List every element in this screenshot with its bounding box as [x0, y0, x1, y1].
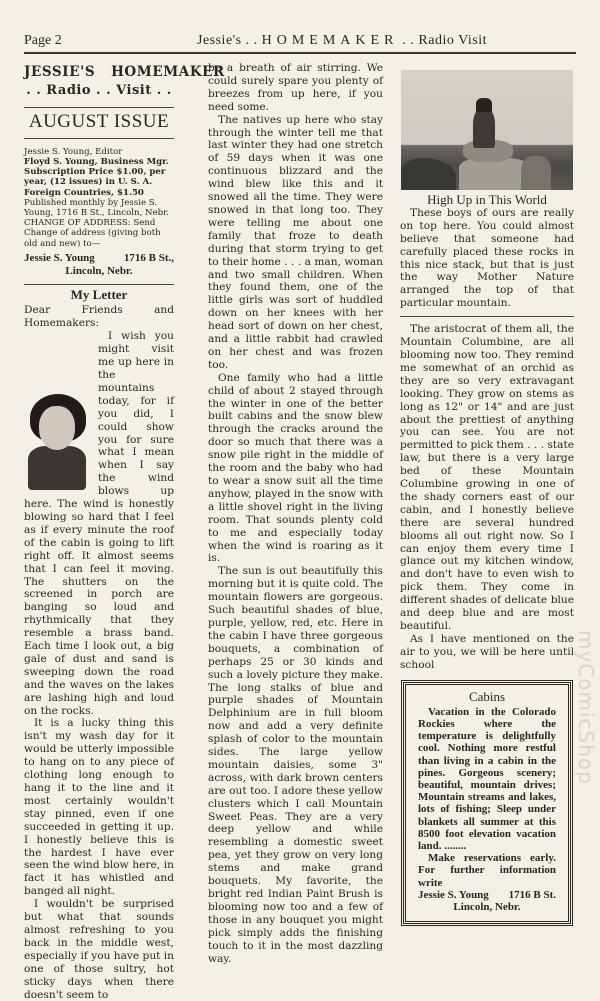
cabins-ad [403, 682, 571, 925]
photo-caption: These boys of ours are really on top here. You could almost believe that someone had carefully placed these rocks in this nice stack, but that is just the way Mother Nature arranged the top of that particular mountain. [400, 206, 574, 310]
staff-line: Floyd S. Young, Business Mgr. [24, 156, 169, 167]
column-3 [400, 62, 574, 924]
letter-paragraph-7: The aristocrat of them all, the Mountain Columbine, are all blooming now too. They remind me somewhat of an orchid as they are so very extravagant looking. They grow on stems as long as 12" or 14" and are just about the prettiest of anything you can see. You are not permitted to pick them . . . state law, but there is a very large bed of these Mountain Columbine growing in one of the shady corners east of our cabin, and I honestly believe there are several hundred blooms all out right now. So I can enjoy them every time I glance out my kitchen window, and don't have to even wish to pick them. They come in different shades of delicate blue and deep blue and are most beautiful. [400, 323, 574, 632]
letter-paragraph-3: I wouldn't be surprised but what that sounds almost refreshing to you back in the middle west, especially if you have put in one of those sultry, hot sticky days when there doesn't seem to [24, 898, 174, 1001]
photo-caption-title: High Up in This World [427, 192, 547, 207]
address-name: Jessie S. Young [24, 251, 95, 264]
ad-address [418, 889, 556, 901]
ad-body: Vacation in the Colorado Rockies where the temperature is delightfully cool. Nothing more restful than living in a cabin in the pines. Gorgeous scenery; beautiful, mountain drives; Mountain streams and lakes, lots of fishing; Sleep under blankets all summer at this 8500 foot elevation vacation land. ........ [418, 705, 556, 853]
divider [400, 316, 574, 317]
ad-title: Cabins [468, 688, 506, 704]
running-header [24, 30, 576, 54]
rock-shape [459, 158, 529, 190]
ad-city: Lincoln, Nebr. [453, 901, 521, 914]
salutation: Dear Friends and Homemakers: [24, 304, 174, 330]
letter-paragraph-2: It is a lucky thing this isn't my wash day for it would be utterly impossible to hang on to any piece of clothing long enough to hang it to the line and it most certainly wouldn't stay pinned, even if one succeeded in getting it up. I honestly believe this is the hardest I have ever seen the wind blow here, in fact it has whistled and banged all night. [24, 717, 174, 898]
rock-shape [521, 156, 551, 190]
divider [24, 284, 174, 285]
staff-line: Subscription Price $1.00, per year, (12 issues) in U. S. A. [24, 167, 166, 188]
letter-title: My Letter [70, 286, 128, 302]
title-caps: HOMEMAKER [261, 33, 399, 48]
divider [24, 107, 174, 108]
column-2 [208, 62, 383, 965]
address-city: Lincoln, Nebr. [65, 264, 133, 277]
mountain-photo [401, 70, 573, 190]
trees-shape [401, 158, 456, 190]
column-1 [24, 62, 225, 1001]
staff-line: Foreign Countries, $1.50 [24, 187, 144, 198]
page-number: Page 2 [24, 33, 62, 48]
watermark: myComicShop [574, 630, 598, 785]
staff-box [24, 147, 174, 249]
staff-line: CHANGE OF ADDRESS: Send Change of address (giving both old and new) to— [24, 218, 161, 249]
letter-paragraph-8: As I have mentioned on the air to you, we will be here until school [400, 632, 574, 671]
letter-paragraph-5: One family who had a little child of about 2 stayed through the winter in one of the better built cabins and the snow blew through the cracks around the door so much that there was a snow pile right in the middle of the room and the baby who had to wear a snow suit all the time anyhow, played in the snow with a little shovel right in the living room. That sounds plenty cold to me and especially today when the wind is roaring as it is. [208, 371, 383, 565]
issue-title: AUGUST ISSUE [28, 110, 170, 132]
address-line [24, 252, 174, 265]
publication-title [197, 33, 487, 49]
title-prefix: Jessie's . . [197, 33, 262, 48]
shoulders-shape [28, 446, 86, 490]
people-shape [476, 98, 492, 112]
masthead-title: JESSIE'S HOMEMAKER [24, 64, 225, 80]
ad-street: 1716 B St. [508, 888, 556, 901]
address-street: 1716 B St., [123, 251, 174, 264]
divider [24, 138, 174, 139]
staff-line: Jessie S. Young, Editor [24, 146, 123, 157]
masthead-subtitle: . . Radio . . Visit . . [26, 82, 172, 98]
title-suffix: . . Radio Visit [398, 33, 487, 48]
staff-line: Published monthly by Jessie S. Young, 1716 B St., Lincoln, Nebr. [24, 197, 170, 218]
letter-paragraph-1 [24, 330, 174, 717]
ad-name: Jessie S. Young [418, 888, 489, 901]
letter-paragraph-6: The sun is out beautifully this morning but it is quite cold. The mountain flowers are gorgeous. Such beautiful shades of blue, purple, yellow, red, etc. Here in the cabin I have three gorgeous bouquets, a combination of perhaps 25 or 30 kinds and such a lovely picture they make. The long stalks of blue and purple shades of Mountain Delphinium are in full bloom now and add a very definite splash of color to the mountain sides. The large yellow mountain daisies, some 3" across, with dark brown centers are out too. I adore these yellow clusters which I call Mountain Sweet Peas. They are a very deep yellow and while resembling a domestic sweet pea, yet they grow on very long stems and make grand bouquets. My favorite, the bright red Indian Paint Brush is blooming now too and a few of those in any bouquet you might pick simply adds the finishing touch to it in the most dazzling way. [208, 565, 383, 965]
rock-shape [473, 108, 495, 148]
portrait-image [24, 390, 90, 494]
ad-cta: Make reservations early. For further information write [418, 852, 556, 889]
paragraph-text: I wish you might visit me up here in the mountains today, for if you did, I could show you for sure what I mean when I say the wind blows up here. The wind is honestly blowing so hard that I feel as if every minute the roof of the cabin is going to lift right off. It almost seems that I can feel it moving. The shutters on the screened in porch are banging so loud and rhythmically that they resemble a brass band. Each time I look out, a big gale of dust and sand is sweeping down the road and the waves on the lakes are lashing high and loud on the rocks. [24, 330, 174, 717]
face-shape [39, 406, 75, 450]
letter-paragraph-4: The natives up here who stay through the winter tell me that last winter they had one stretch of 59 days when it was one continuous blizzard and the wind blew like this and it snowed all the time. They were snowed in that long too. They were telling me about one family that froze to death during that storm trying to get to their home . . . a man, woman and two small children. When they found them, one of the little girls was sort of huddled down on her knees with her head sort of down on her chest, and a little rabbit had crawled on her chest and was frozen too. [208, 113, 383, 371]
letter-paragraph-3-cont: be a breath of air stirring. We could surely spare you plenty of breezes from up here, if you need some. [208, 62, 383, 113]
